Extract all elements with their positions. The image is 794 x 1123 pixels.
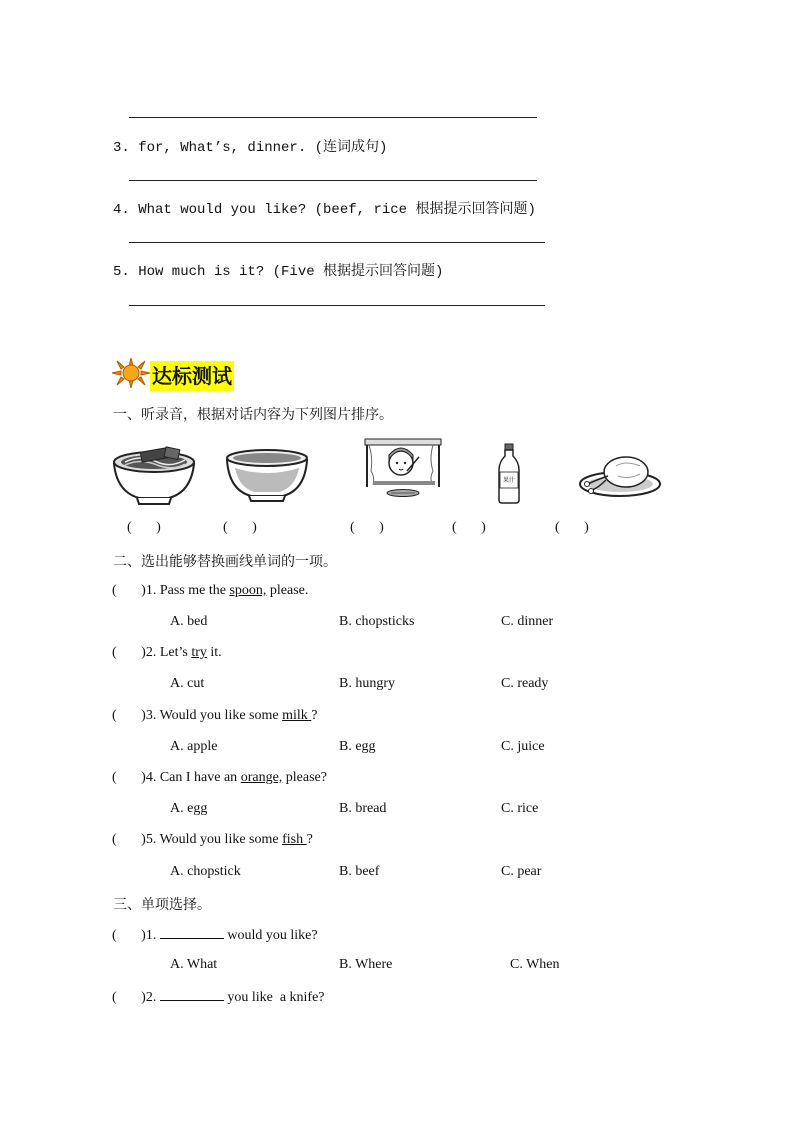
- question-5: 5. How much is it? (Five 根据提示回答问题): [113, 264, 444, 280]
- option-c: C. juice: [501, 739, 545, 754]
- option-a: A. bed: [170, 614, 208, 629]
- answer-paren[interactable]: ( ): [112, 770, 146, 785]
- section-heading: 达标测试: [150, 361, 234, 391]
- option-c: C. rice: [501, 801, 539, 816]
- part2-q1: ( )1. Pass me the spoon, please.: [112, 583, 309, 598]
- question-4: 4. What would you like? (beef, rice 根据提示回答问题): [113, 202, 536, 218]
- option-a: A. chopstick: [170, 864, 241, 879]
- answer-paren[interactable]: ( ): [112, 832, 146, 847]
- image-answer-paren-2[interactable]: ( ): [223, 520, 257, 535]
- option-c: C. pear: [501, 864, 542, 879]
- juice-bottle-image: [497, 442, 521, 509]
- option-a: A. egg: [170, 801, 208, 816]
- option-a: A. apple: [170, 739, 218, 754]
- girl-eating-image: [363, 437, 443, 504]
- sun-icon: [112, 358, 150, 388]
- underlined-word: try: [191, 645, 207, 660]
- answer-paren[interactable]: ( ): [112, 928, 146, 943]
- option-b: B. Where: [339, 957, 393, 972]
- image-answer-paren-1[interactable]: ( ): [127, 520, 161, 535]
- option-c: C. dinner: [501, 614, 554, 629]
- answer-paren[interactable]: ( ): [112, 708, 146, 723]
- answer-line-3: [129, 180, 537, 181]
- part2-q3: ( )3. Would you like some milk ?: [112, 708, 318, 723]
- rice-bowl-image: [225, 448, 309, 509]
- option-c: C. ready: [501, 676, 549, 691]
- fill-blank[interactable]: [160, 926, 224, 939]
- answer-line-5: [129, 305, 545, 306]
- underlined-word: fish: [282, 832, 307, 847]
- option-b: B. bread: [339, 801, 387, 816]
- roast-chicken-image: [578, 450, 662, 503]
- option-c: C. When: [510, 957, 560, 972]
- underlined-word: orange,: [240, 770, 283, 785]
- part1-title: 一、听录音，根据对话内容为下列图片排序。: [113, 407, 393, 423]
- fill-blank[interactable]: [160, 988, 224, 1001]
- question-3: 3. for, What’s, dinner. (连词成句): [113, 140, 388, 156]
- answer-line-4: [129, 242, 545, 243]
- option-b: B. beef: [339, 864, 380, 879]
- part2-q2: ( )2. Let’s try it.: [112, 645, 222, 660]
- option-b: B. chopsticks: [339, 614, 415, 629]
- answer-paren[interactable]: ( ): [112, 990, 146, 1005]
- option-b: B. hungry: [339, 676, 395, 691]
- noodles-bowl-image: [111, 444, 197, 511]
- answer-line-2: [129, 117, 537, 118]
- part2-title: 二、选出能够替换画线单词的一项。: [113, 554, 337, 570]
- part3-title: 三、单项选择。: [113, 897, 211, 913]
- answer-paren[interactable]: ( ): [112, 583, 146, 598]
- option-a: A. cut: [170, 676, 205, 691]
- option-a: A. What: [170, 957, 218, 972]
- image-answer-paren-5[interactable]: ( ): [555, 520, 589, 535]
- part2-q4: ( )4. Can I have an orange, please?: [112, 770, 327, 785]
- part3-q2: ( )2. you like a knife?: [112, 990, 325, 1005]
- underlined-word: spoon,: [229, 583, 267, 598]
- image-answer-paren-3[interactable]: ( ): [350, 520, 384, 535]
- option-b: B. egg: [339, 739, 376, 754]
- juice-label: 果汁: [502, 477, 516, 484]
- answer-paren[interactable]: ( ): [112, 645, 146, 660]
- part2-q5: ( )5. Would you like some fish ?: [112, 832, 313, 847]
- part3-q1: ( )1. would you like?: [112, 928, 318, 943]
- image-answer-paren-4[interactable]: ( ): [452, 520, 486, 535]
- underlined-word: milk: [282, 708, 312, 723]
